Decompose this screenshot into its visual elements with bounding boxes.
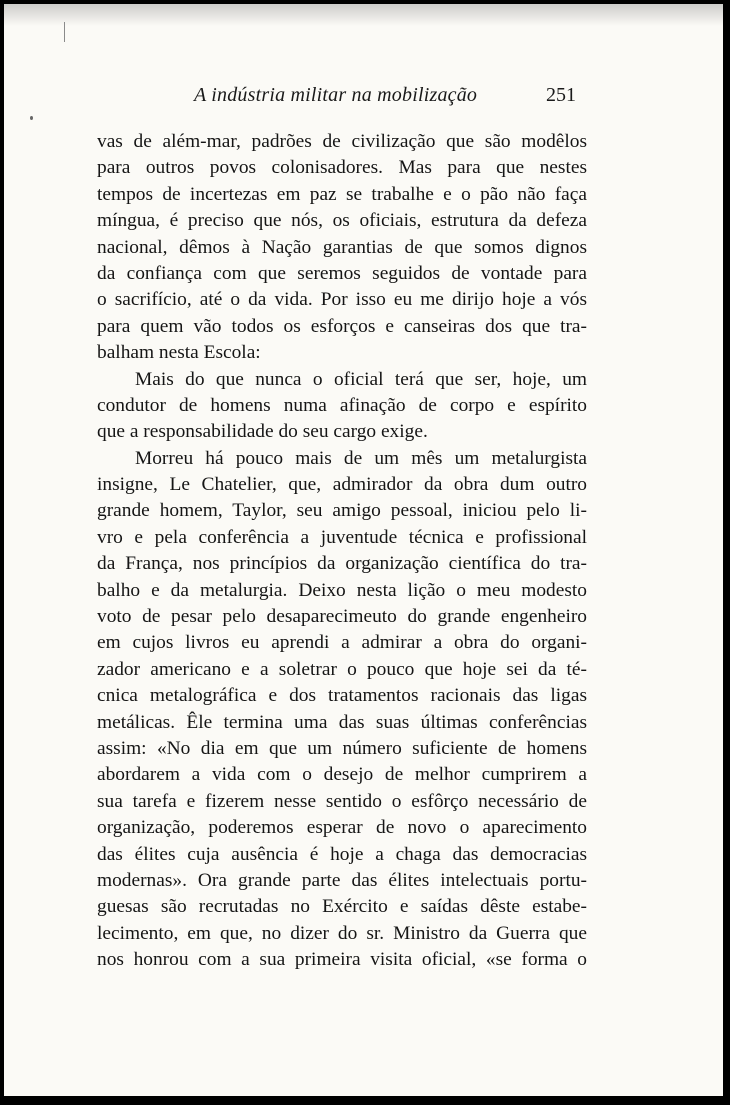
text-line: para quem vão todos os esforços e canseiras dos que tra- bbox=[97, 315, 587, 337]
text-line: cnica metalográfica e dos tratamentos racionais das ligas bbox=[97, 685, 587, 707]
text-line: em cujos livros eu aprendi a admirar a obra do organi- bbox=[97, 632, 587, 654]
text-line: para outros povos colonisadores. Mas para que nestes bbox=[97, 157, 587, 179]
text-line: assim: «No dia em que um número suficiente de homens bbox=[97, 737, 587, 759]
text-line: nos honrou com a sua primeira visita oficial, «se forma o bbox=[97, 949, 587, 971]
text-line: vro e pela conferência a juventude técnica e profissional bbox=[97, 526, 587, 548]
text-line: o sacrifício, até o da vida. Por isso eu me dirijo hoje a vós bbox=[97, 289, 587, 311]
text-line: organização, poderemos esperar de novo o aparecimento bbox=[97, 817, 587, 839]
text-line: balho e da metalurgia. Deixo nesta lição o meu modesto bbox=[97, 579, 587, 601]
book-page bbox=[4, 4, 723, 1096]
text-line: tempos de incertezas em paz se trabalhe e o pão não faça bbox=[97, 183, 587, 205]
text-line: lecimento, em que, no dizer do sr. Ministro da Guerra que bbox=[97, 922, 587, 944]
text-line: guesas são recrutadas no Exército e saídas dêste estabe- bbox=[97, 896, 587, 918]
text-line: abordarem a vida com o desejo de melhor cumprirem a bbox=[97, 764, 587, 786]
text-line: condutor de homens numa afinação de corpo e espírito bbox=[97, 394, 587, 416]
text-line: zador americano e a soletrar o pouco que hoje sei da té- bbox=[97, 658, 587, 680]
text-line: da confiança com que seremos seguidos de vontade para bbox=[97, 262, 587, 284]
text-line: balham nesta Escola: bbox=[97, 342, 261, 364]
text-line: insigne, Le Chatelier, que, admirador da obra dum outro bbox=[97, 474, 587, 496]
text-line: nacional, dêmos à Nação garantias de que somos dignos bbox=[97, 236, 587, 258]
text-line: grande homem, Taylor, seu amigo pessoal, iniciou pelo li- bbox=[97, 500, 587, 522]
page-number: 251 bbox=[546, 84, 576, 106]
text-line: modernas». Ora grande parte das élites intelectuais portu- bbox=[97, 869, 587, 891]
text-line: Morreu há pouco mais de um mês um metalurgista bbox=[135, 447, 587, 469]
text-line: sua tarefa e fizerem nesse sentido o esfôrço necessário de bbox=[97, 790, 587, 812]
scan-mark bbox=[64, 22, 65, 42]
text-line: metálicas. Êle termina uma das suas últimas conferências bbox=[97, 711, 587, 733]
scan-dot bbox=[30, 116, 33, 120]
text-line: da França, nos princípios da organização científica do tra- bbox=[97, 553, 587, 575]
text-line: Mais do que nunca o oficial terá que ser, hoje, um bbox=[135, 368, 587, 390]
text-line: míngua, é preciso que nós, os oficiais, estrutura da defeza bbox=[97, 210, 587, 232]
text-line: que a responsabilidade do seu cargo exige. bbox=[97, 421, 428, 443]
running-title: A indústria militar na mobilização bbox=[194, 84, 478, 106]
text-line: vas de além-mar, padrões de civilização que são modêlos bbox=[97, 131, 587, 152]
page-header bbox=[194, 80, 576, 114]
text-line: das élites cuja ausência é hoje a chaga das democracias bbox=[97, 843, 587, 865]
body-text bbox=[97, 129, 587, 974]
text-line: voto de pesar pelo desaparecimeuto do grande engenheiro bbox=[97, 606, 587, 628]
